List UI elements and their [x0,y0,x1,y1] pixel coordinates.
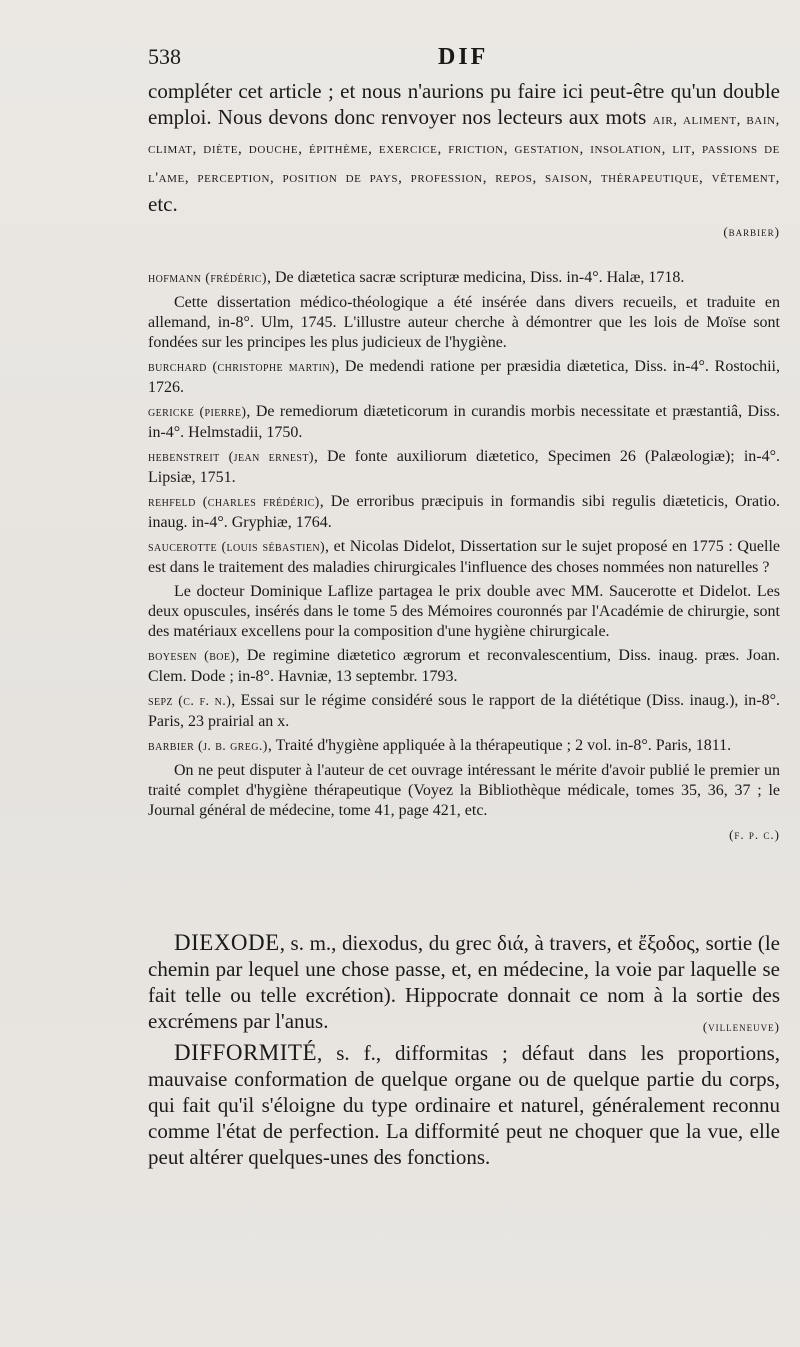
bib-author: hofmann (frédéric) [148,271,267,286]
bib-text: , De fonte auxiliorum diætetico, Specimen 26 (Palæologiæ); in-4°. Lipsiæ, 1751. [148,448,780,486]
bib-author: burchard (christophe martin) [148,360,336,375]
bib-entry [148,492,780,533]
running-head: DIF [438,44,489,70]
article-diexode-signature: (villeneuve) [702,1019,780,1034]
bib-text: , De diætetica sacræ scripturæ medicina, Diss. in-4°. Halæ, 1718. [266,269,685,286]
page-number: 538 [148,44,181,69]
bib-author: barbier (j. b. greg.) [148,739,268,754]
bib-entry [148,646,780,687]
bib-author: saucerotte (louis sébastien) [148,540,326,555]
bib-text: , De remediorum diæteticorum in curandis morbis necessitate et præstantiâ, Diss. in-4°. Helmstadii, 1750. [148,403,780,441]
bib-text: , De medendi ratione per præsidia diætetica, Diss. in-4°. Rostochii, 1726. [148,358,780,396]
bib-entry [148,691,780,732]
intro-signature: (barbier) [723,224,780,239]
bib-author: sepz (c. f. n.) [148,694,232,709]
bibliography [148,268,780,845]
bib-text: , De regimine diætetico ægrorum et reconvalescentium, Diss. inaug. præs. Joan. Clem. Dode ; in-8°. Havniæ, 13 septembr. 1793. [148,647,781,685]
articles [148,930,780,1170]
bib-author: gericke (pierre) [148,405,247,420]
bib-author: rehfeld (charles frédéric) [148,495,320,510]
bib-entry [148,447,780,488]
bib-entry [148,357,780,398]
bib-author: boyesen (boe) [148,649,236,664]
bib-note: Cette dissertation médico-théologique a été insérée dans divers recueils, et traduite en allemand, in-8°. Ulm, 1745. L'illustre auteur cherche à démontrer que les lois de Moïse sont fondées sur les principes les plus judicieux de l'hygiène. [148,294,780,351]
headword-difformite: DIFFORMITÉ [174,1040,318,1065]
bib-note: Le docteur Dominique Laflize partagea le prix double avec MM. Saucerotte et Didelot. Les deux opuscules, insérés dans le tome 5 des Mémoires couronnés par l'Académie de chirurgie, sont des matériaux excellens pour la composition d'une hygiène chirurgicale. [148,583,780,640]
bib-signature: (f. p. c.) [729,827,780,842]
bib-author: hebenstreit (jean ernest) [148,450,314,465]
intro-paragraph [148,78,780,245]
article-diexode [148,930,780,1034]
article-diexode-body: , s. m., diexodus, du grec διά, à travers, et ἔξοδος, sortie (le chemin par lequel une chose passe, et, en médecine, la voie par laquelle se fait telle ou telle excrétion). Hippocrate donnait ce nom à la sortie des excrémens par l'anus. [148,931,780,1033]
headword-diexode: DIEXODE [174,930,280,955]
bib-entry [148,402,780,443]
bib-text: , Traité d'hygiène appliquée à la thérapeutique ; 2 vol. in-8°. Paris, 1811. [267,737,732,754]
bib-entry [148,736,780,757]
intro-text: compléter cet article ; et nous n'aurions pu faire ici peut-être qu'un double emploi. Nous devons donc renvoyer nos lecteurs aux mots [148,79,780,129]
bib-text: , et Nicolas Didelot, Dissertation sur le sujet proposé en 1775 : Quelle est dans le traitement des maladies chirurgicales l'influence des choses nommées non naturelles ? [148,538,781,576]
intro-terms: air, aliment, bain, climat, diète, douche, épithème, exercice, friction, gestation, insolation, lit, passions de l'ame, perception, position de pays, profession, repos, saison, thérapeutique, vêtement, [148,112,780,186]
bib-note: On ne peut disputer à l'auteur de cet ouvrage intéressant le mérite d'avoir publié le premier un traité complet d'hygiène thérapeutique (Voyez la Bibliothèque médicale, tomes 35, 36, 37 ; le Journal général de médecine, tome 41, page 421, etc. [148,762,780,819]
bib-text: , De erroribus præcipuis in formandis sibi regulis diæteticis, Oratio. inaug. in-4°. Gryphiæ, 1764. [148,493,780,531]
bib-entry [148,268,780,289]
bib-entry [148,537,780,578]
article-difformite-body: , s. f., difformitas ; défaut dans les proportions, mauvaise conformation de quelque organe ou de quelque partie du corps, qui fait qu'il s'éloigne du type ordinaire et naturel, généralement reconnu comme l'état de perfection. La difformité peut ne choquer que la vue, elle peut altérer quelques-unes des fonctions. [148,1041,780,1169]
page-header [148,44,778,74]
intro-tail: etc. [148,192,178,216]
article-difformite [148,1040,780,1170]
bib-text: , Essai sur le régime considéré sous le rapport de la diététique (Diss. inaug.), in-8°. Paris, 23 prairial an x. [148,692,780,730]
